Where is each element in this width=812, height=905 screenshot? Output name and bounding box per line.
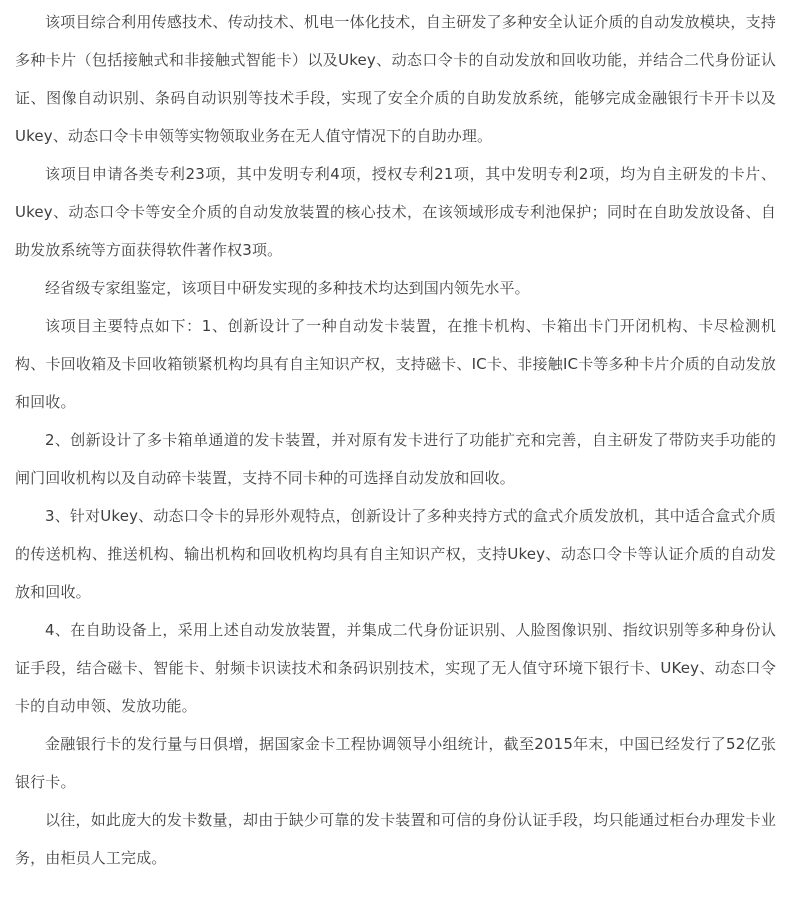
paragraph-feature-4: 4、在自助设备上，采用上述自动发放装置，并集成二代身份证识别、人脸图像识别、指纹识别等多种身份认证手段，结合磁卡、智能卡、射频卡识读技术和条码识别技术，实现了无人值守环境下银行卡、UKey、动态口令卡的自动申领、发放功能。 [15,621,776,715]
paragraph-feature-1: 该项目主要特点如下：1、创新设计了一种自动发卡装置，在推卡机构、卡箱出卡门开闭机构、卡尽检测机构、卡回收箱及卡回收箱锁紧机构均具有自主知识产权，支持磁卡、IC卡、非接触IC卡等多种卡片介质的自动发放和回收。 [15,317,776,411]
paragraph-overview: 该项目综合利用传感技术、传动技术、机电一体化技术，自主研发了多种安全认证介质的自动发放模块，支持多种卡片（包括接触式和非接触式智能卡）以及Ukey、动态口令卡的自动发放和回收功能，并结合二代身份证认证、图像自动识别、条码自动识别等技术手段，实现了安全介质的自助发放系统，能够完成金融银行卡开卡以及Ukey、动态口令卡申领等实物领取业务在无人值守情况下的自助办理。 [15,13,776,145]
paragraph-patents: 该项目申请各类专利23项，其中发明专利4项，授权专利21项，其中发明专利2项，均为自主研发的卡片、Ukey、动态口令卡等安全介质的自动发放装置的核心技术，在该领域形成专利池保护；同时在自助发放设备、自助发放系统等方面获得软件著作权3项。 [15,165,776,259]
paragraph-past-situation: 以往，如此庞大的发卡数量，却由于缺少可靠的发卡装置和可信的身份认证手段，均只能通过柜台办理发卡业务，由柜员人工完成。 [15,811,776,867]
paragraph-card-statistics: 金融银行卡的发行量与日俱增，据国家金卡工程协调领导小组统计，截至2015年末，中国已经发行了52亿张银行卡。 [15,735,776,791]
paragraph-feature-2: 2、创新设计了多卡箱单通道的发卡装置，并对原有发卡进行了功能扩充和完善，自主研发了带防夹手功能的闸门回收机构以及自动碎卡装置，支持不同卡种的可选择自动发放和回收。 [15,431,776,487]
paragraph-appraisal: 经省级专家组鉴定，该项目中研发实现的多种技术均达到国内领先水平。 [45,279,530,297]
paragraph-feature-3: 3、针对Ukey、动态口令卡的异形外观特点，创新设计了多种夹持方式的盒式介质发放机，其中适合盒式介质的传送机构、推送机构、输出机构和回收机构均具有自主知识产权，支持Ukey、动态口令卡等认证介质的自动发放和回收。 [15,507,776,601]
